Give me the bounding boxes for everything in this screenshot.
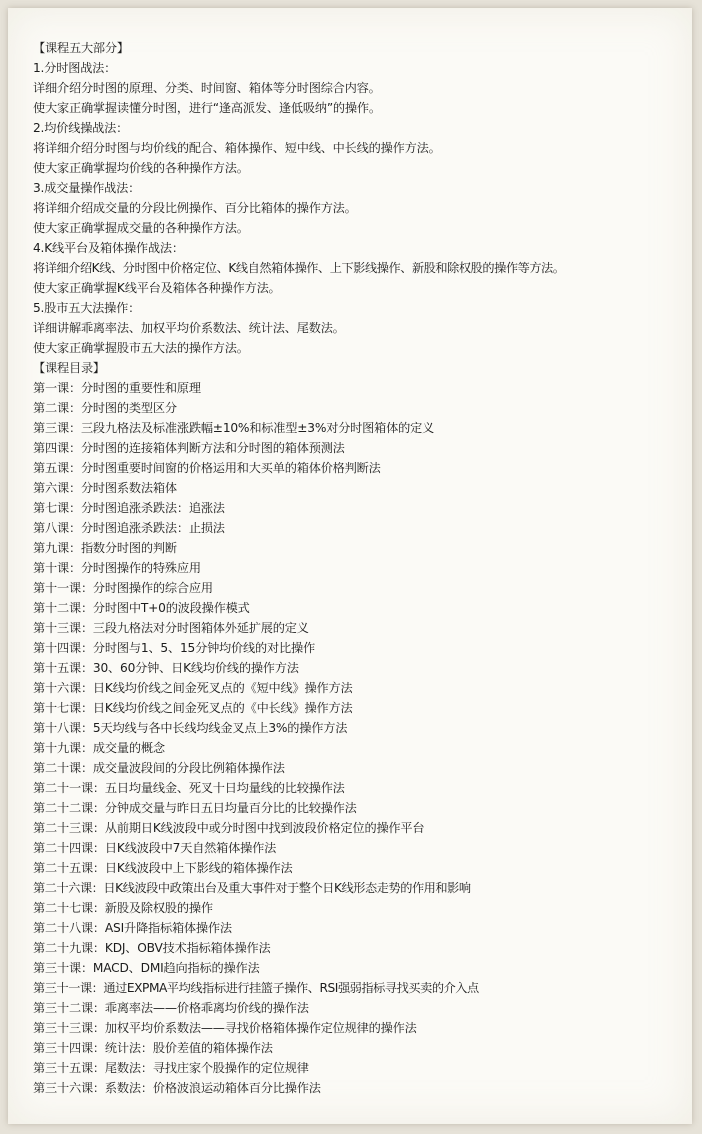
document-page xyxy=(8,8,692,1124)
overview-title: 【课程五大部分】 xyxy=(33,41,129,55)
lesson-item: 第三十六课：系数法：价格波浪运动箱体百分比操作法 xyxy=(33,1081,321,1095)
section-1-line-1: 详细介绍分时图的原理、分类、时间窗、箱体等分时图综合内容。 xyxy=(33,81,381,95)
lesson-item: 第五课：分时图重要时间窗的价格运用和大买单的箱体价格判断法 xyxy=(33,461,381,475)
lesson-item: 第二十七课：新股及除权股的操作 xyxy=(33,901,213,915)
section-5-line-2: 使大家正确掌握股市五大法的操作方法。 xyxy=(33,341,249,355)
lesson-item: 第二十一课：五日均量线金、死叉十日均量线的比较操作法 xyxy=(33,781,345,795)
lesson-item: 第九课：指数分时图的判断 xyxy=(33,541,177,555)
lesson-item: 第三十三课：加权平均价系数法——寻找价格箱体操作定位规律的操作法 xyxy=(33,1021,417,1035)
lesson-item: 第十七课：日K线均价线之间金死叉点的《中长线》操作方法 xyxy=(33,701,353,715)
lesson-item: 第四课：分时图的连接箱体判断方法和分时图的箱体预测法 xyxy=(33,441,345,455)
lesson-item: 第十六课：日K线均价线之间金死叉点的《短中线》操作方法 xyxy=(33,681,353,695)
lesson-item: 第二十三课：从前期日K线波段中或分时图中找到波段价格定位的操作平台 xyxy=(33,821,425,835)
section-2-line-2: 使大家正确掌握均价线的各种操作方法。 xyxy=(33,161,249,175)
lesson-item: 第二十四课：日K线波段中7天自然箱体操作法 xyxy=(33,841,277,855)
lesson-item: 第八课：分时图追涨杀跌法：止损法 xyxy=(33,521,225,535)
catalog-title: 【课程目录】 xyxy=(33,361,105,375)
section-3-line-2: 使大家正确掌握成交量的各种操作方法。 xyxy=(33,221,249,235)
section-4-line-1: 将详细介绍K线、分时图中价格定位、K线自然箱体操作、上下影线操作、新股和除权股的操作等方法。 xyxy=(33,261,565,275)
lesson-item: 第三十一课：通过EXPMA平均线指标进行挂篮子操作、RSI强弱指标寻找买卖的介入点 xyxy=(33,981,479,995)
lesson-item: 第十一课：分时图操作的综合应用 xyxy=(33,581,213,595)
lesson-item: 第十八课：5天均线与各中长线均线金叉点上3%的操作方法 xyxy=(33,721,348,735)
lesson-item: 第二十课：成交量波段间的分段比例箱体操作法 xyxy=(33,761,285,775)
section-3-line-1: 将详细介绍成交量的分段比例操作、百分比箱体的操作方法。 xyxy=(33,201,357,215)
lesson-item: 第二十九课：KDJ、OBV技术指标箱体操作法 xyxy=(33,941,271,955)
lesson-item: 第二十二课：分钟成交量与昨日五日均量百分比的比较操作法 xyxy=(33,801,357,815)
section-2-line-1: 将详细介绍分时图与均价线的配合、箱体操作、短中线、中长线的操作方法。 xyxy=(33,141,441,155)
section-1-heading: 1.分时图战法： xyxy=(33,61,117,75)
lesson-item: 第三十二课：乖离率法——价格乖离均价线的操作法 xyxy=(33,1001,309,1015)
lesson-item: 第十二课：分时图中T+0的波段操作模式 xyxy=(33,601,250,615)
section-1-line-2: 使大家正确掌握读懂分时图，进行“逢高派发、逢低吸纳”的操作。 xyxy=(33,101,381,115)
lesson-item: 第十课：分时图操作的特殊应用 xyxy=(33,561,201,575)
lesson-item: 第二十五课：日K线波段中上下影线的箱体操作法 xyxy=(33,861,293,875)
lesson-item: 第二十六课：日K线波段中政策出台及重大事件对于整个日K线形态走势的作用和影响 xyxy=(33,881,471,895)
section-4-line-2: 使大家正确掌握K线平台及箱体各种操作方法。 xyxy=(33,281,281,295)
lesson-item: 第二十八课：ASI升降指标箱体操作法 xyxy=(33,921,232,935)
lesson-item: 第七课：分时图追涨杀跌法：追涨法 xyxy=(33,501,225,515)
lesson-item: 第十四课：分时图与1、5、15分钟均价线的对比操作 xyxy=(33,641,315,655)
lesson-item: 第三十五课：尾数法：寻找庄家个股操作的定位规律 xyxy=(33,1061,309,1075)
lesson-item: 第十三课：三段九格法对分时图箱体外延扩展的定义 xyxy=(33,621,309,635)
lesson-list xyxy=(33,378,683,1098)
section-5-heading: 5.股市五大法操作： xyxy=(33,301,141,315)
lesson-item: 第二课：分时图的类型区分 xyxy=(33,401,177,415)
lesson-item: 第三十四课：统计法：股价差值的箱体操作法 xyxy=(33,1041,273,1055)
lesson-item: 第六课：分时图系数法箱体 xyxy=(33,481,177,495)
lesson-item: 第三十课：MACD、DMI趋向指标的操作法 xyxy=(33,961,260,975)
section-4-heading: 4.K线平台及箱体操作战法： xyxy=(33,241,184,255)
lesson-item: 第三课：三段九格法及标准涨跌幅±10%和标准型±3%对分时图箱体的定义 xyxy=(33,421,435,435)
lesson-item: 第十九课：成交量的概念 xyxy=(33,741,165,755)
section-5-line-1: 详细讲解乖离率法、加权平均价系数法、统计法、尾数法。 xyxy=(33,321,345,335)
section-3-heading: 3.成交量操作战法： xyxy=(33,181,141,195)
lesson-item: 第十五课：30、60分钟、日K线均价线的操作方法 xyxy=(33,661,299,675)
document-content xyxy=(33,38,683,1098)
section-2-heading: 2.均价线操战法： xyxy=(33,121,129,135)
lesson-item: 第一课：分时图的重要性和原理 xyxy=(33,381,201,395)
